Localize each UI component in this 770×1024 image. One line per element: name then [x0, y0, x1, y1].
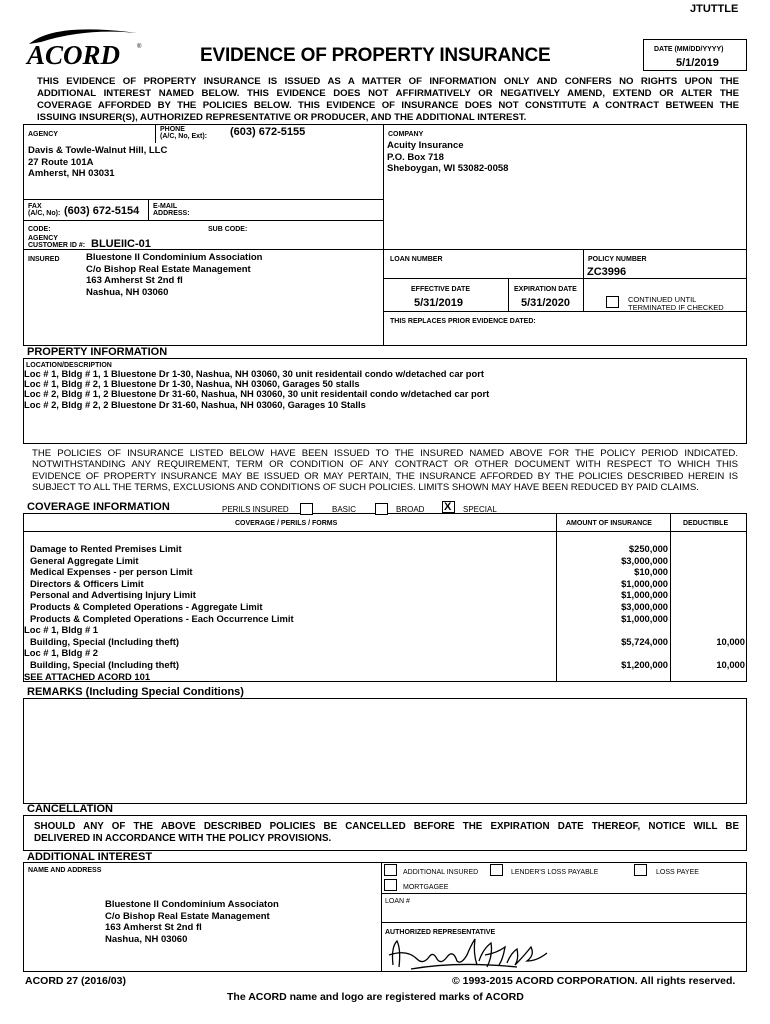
coverage-row — [23, 566, 747, 578]
perils-label: PERILS INSURED — [222, 505, 289, 514]
effective-date-label: EFFECTIVE DATE — [411, 286, 470, 293]
continued-label: CONTINUED UNTIL TERMINATED IF CHECKED — [628, 295, 724, 312]
coverage-row — [23, 589, 747, 601]
location-label: LOCATION/DESCRIPTION — [26, 362, 112, 369]
code-label: CODE: — [28, 226, 51, 233]
loan-hash-label: LOAN # — [385, 898, 410, 905]
coverage-amount: $10,000 — [634, 566, 668, 578]
agency-label: AGENCY — [28, 131, 58, 138]
name-address-label: NAME AND ADDRESS — [28, 867, 102, 874]
coverage-label: Medical Expenses - per person Limit — [30, 566, 193, 578]
agency-address: Davis & Towle-Walnut Hill, LLC 27 Route 101A Amherst, NH 03031 — [28, 145, 168, 179]
date-box — [643, 39, 747, 71]
coverage-label: Damage to Rented Premises Limit — [30, 543, 182, 554]
col-forms-header: COVERAGE / PERILS / FORMS — [235, 520, 338, 527]
copyright: © 1993-2015 ACORD CORPORATION. All rights reserved. — [452, 975, 736, 987]
basic-label: BASIC — [332, 505, 357, 514]
coverage-label: Building, Special (Including theft) — [30, 659, 179, 670]
col-deductible-header: DEDUCTIBLE — [683, 520, 729, 527]
additional-insured-checkbox[interactable] — [384, 864, 397, 876]
signature-image — [387, 935, 557, 973]
remarks-heading: REMARKS (Including Special Conditions) — [27, 686, 244, 698]
cancellation-text: SHOULD ANY OF THE ABOVE DESCRIBED POLICIES BE CANCELLED BEFORE THE EXPIRATION DATE THEREOF, NOTICE WILL BE DELIVERED IN ACCORDANCE WITH THE POLICY PROVISIONS. — [34, 821, 739, 844]
coverage-label: Building, Special (Including theft) — [30, 635, 179, 647]
coverage-amount: $5,724,000 — [621, 635, 668, 647]
mortgagee-checkbox[interactable] — [384, 879, 397, 891]
cancellation-heading: CANCELLATION — [27, 803, 113, 815]
email-label: E-MAIL ADDRESS: — [153, 203, 190, 217]
policy-number-label: POLICY NUMBER — [588, 256, 647, 263]
coverage-row — [23, 578, 747, 590]
coverage-label: Personal and Advertising Injury Limit — [30, 589, 196, 601]
trademark: The ACORD name and logo are registered marks of ACORD — [227, 991, 524, 1003]
lenders-loss-checkbox[interactable] — [490, 864, 503, 876]
user-id: JTUTTLE — [690, 3, 739, 15]
loss-payee-label: LOSS PAYEE — [656, 869, 699, 876]
issue-date: 5/1/2019 — [676, 57, 719, 69]
coverage-amount: $3,000,000 — [621, 554, 668, 566]
loss-payee-checkbox[interactable] — [634, 864, 647, 876]
remarks-box[interactable] — [23, 698, 747, 804]
authorized-rep-label: AUTHORIZED REPRESENTATIVE — [385, 929, 496, 936]
subcode-label: SUB CODE: — [208, 226, 248, 233]
coverage-label: General Aggregate Limit — [30, 554, 139, 566]
phone-label: PHONE (A/C, No, Ext): — [160, 126, 208, 140]
insured-label: INSURED — [28, 256, 60, 263]
coverage-label: SEE ATTACHED ACORD 101 — [24, 670, 151, 682]
form-number: ACORD 27 (2016/03) — [25, 975, 126, 987]
loan-number-label: LOAN NUMBER — [390, 256, 443, 263]
coverage-row — [23, 659, 747, 671]
acord-logo — [25, 24, 145, 68]
customer-id: BLUEIIC-01 — [91, 238, 151, 250]
coverage-row — [23, 601, 747, 613]
coverage-amount: $1,000,000 — [621, 577, 668, 589]
additional-interest-heading: ADDITIONAL INTEREST — [27, 851, 153, 863]
agency-phone: (603) 672-5155 — [230, 126, 306, 138]
customer-id-label: AGENCY CUSTOMER ID #: — [28, 235, 86, 249]
notice-text: THIS EVIDENCE OF PROPERTY INSURANCE IS ISSUED AS A MATTER OF INFORMATION ONLY AND CONFERS NO RIGHTS UPON THE ADDITIONAL INTEREST NAMED BELOW. THIS EVIDENCE DOES NOT AFFIRMATIVELY OR NEGATIVELY AMEND, EXTEND OR ALTER THE COVERAGE AFFORDED BY THE POLICIES BELOW. THIS EVIDENCE OF INSURANCE DOES NOT CONSTITUTE A CONTRACT BETWEEN THE ISSUING INSURER(S), AUTHORIZED REPRESENTATIVE OR PRODUCER, AND THE ADDITIONAL INTEREST. — [37, 76, 739, 123]
broad-label: BROAD — [396, 505, 425, 514]
expiration-date-label: EXPIRATION DATE — [514, 286, 577, 293]
broad-checkbox[interactable] — [375, 503, 388, 515]
basic-checkbox[interactable] — [300, 503, 313, 515]
expiration-date: 5/31/2020 — [521, 297, 570, 309]
special-label: SPECIAL — [463, 505, 497, 514]
company-address: Acuity Insurance P.O. Box 718 Sheboygan, WI 53082-0058 — [387, 140, 509, 174]
date-label: DATE (MM/DD/YYYY) — [654, 46, 724, 53]
coverage-label: Directors & Officers Limit — [30, 577, 144, 589]
property-heading: PROPERTY INFORMATION — [27, 346, 168, 358]
effective-date: 5/31/2019 — [414, 297, 463, 309]
coverage-amount: $3,000,000 — [621, 601, 668, 612]
coverage-amount: $1,000,000 — [621, 589, 668, 601]
continued-checkbox[interactable] — [606, 296, 619, 308]
col-amount-header: AMOUNT OF INSURANCE — [566, 520, 652, 527]
coverage-label: Loc # 1, Bldg # 2 — [24, 647, 98, 659]
coverage-deductible: 10,000 — [716, 635, 745, 647]
coverage-deductible: 10,000 — [716, 659, 745, 670]
mortgagee-label: MORTGAGEE — [403, 884, 449, 891]
additional-insured-label: ADDITIONAL INSURED — [403, 869, 479, 876]
coverage-heading: COVERAGE INFORMATION — [27, 501, 170, 513]
coverage-row — [23, 613, 747, 625]
fax-label: FAX (A/C, No): — [28, 203, 61, 217]
coverage-amount: $1,000,000 — [621, 612, 668, 624]
special-check-mark: X — [444, 501, 452, 513]
coverage-amount: $250,000 — [628, 543, 668, 554]
form-title: EVIDENCE OF PROPERTY INSURANCE — [200, 45, 551, 66]
agency-fax: (603) 672-5154 — [64, 205, 140, 217]
coverage-row — [23, 636, 747, 648]
insured-address: Bluestone II Condominium Association C/o Bishop Real Estate Management 163 Amherst St 2nd fl Nashua, NH 03060 — [86, 252, 263, 298]
policies-text: THE POLICIES OF INSURANCE LISTED BELOW HAVE BEEN ISSUED TO THE INSURED NAMED ABOVE FOR THE POLICY PERIOD INDICATED. NOTWITHSTANDING ANY REQUIREMENT, TERM OR CONDITION OF ANY CONTRACT OR OTHER DOCUMENT WITH RESPECT TO WHICH THIS EVIDENCE OF PROPERTY INSURANCE MAY BE ISSUED OR MAY PERTAIN, THE INSURANCE AFFORDED BY THE POLICIES DESCRIBED HEREIN IS SUBJECT TO ALL THE TERMS, EXCLUSIONS AND CONDITIONS OF SUCH POLICIES. LIMITS SHOWN MAY HAVE BEEN REDUCED BY PAID CLAIMS. — [32, 448, 738, 493]
coverage-row — [23, 671, 747, 683]
company-label: COMPANY — [388, 131, 424, 138]
coverage-row — [23, 543, 747, 555]
additional-interest-address: Bluestone II Condominium Associaton C/o Bishop Real Estate Management 163 Amherst St 2nd fl Nashua, NH 03060 — [105, 899, 279, 945]
acord-logo-text: ACORD — [27, 40, 121, 68]
policy-number: ZC3996 — [587, 266, 627, 278]
coverage-row — [23, 647, 747, 659]
coverage-label: Loc # 1, Bldg # 1 — [24, 624, 98, 636]
coverage-label: Products & Completed Operations - Aggregate Limit — [30, 601, 263, 612]
lenders-loss-label: LENDER'S LOSS PAYABLE — [511, 869, 599, 876]
coverage-row — [23, 555, 747, 567]
special-checkbox[interactable] — [442, 501, 455, 513]
coverage-label: Products & Completed Operations - Each Occurrence Limit — [30, 612, 294, 624]
replaces-label: THIS REPLACES PRIOR EVIDENCE DATED: — [390, 318, 536, 325]
coverage-amount: $1,200,000 — [621, 659, 668, 670]
coverage-row — [23, 624, 747, 636]
svg-text:®: ® — [137, 44, 142, 50]
location-lines: Loc # 1, Bldg # 1, 1 Bluestone Dr 1-30, Nashua, NH 03060, 30 unit residentail condo w/detached car port Loc # 1, Bldg # 2, 1 Bluestone Dr 1-30, Nashua, NH 03060, Garages 50 stalls Loc # 2, Bldg # 1, 2 Bluestone Dr 31-60, Nashua, NH 03060, 30 unit residentail condo w/detached car port Loc # 2, Bldg # 2, 2 Bluestone Dr 31-60, Nashua, NH 03060, Garages 10 Stalls — [24, 368, 490, 410]
